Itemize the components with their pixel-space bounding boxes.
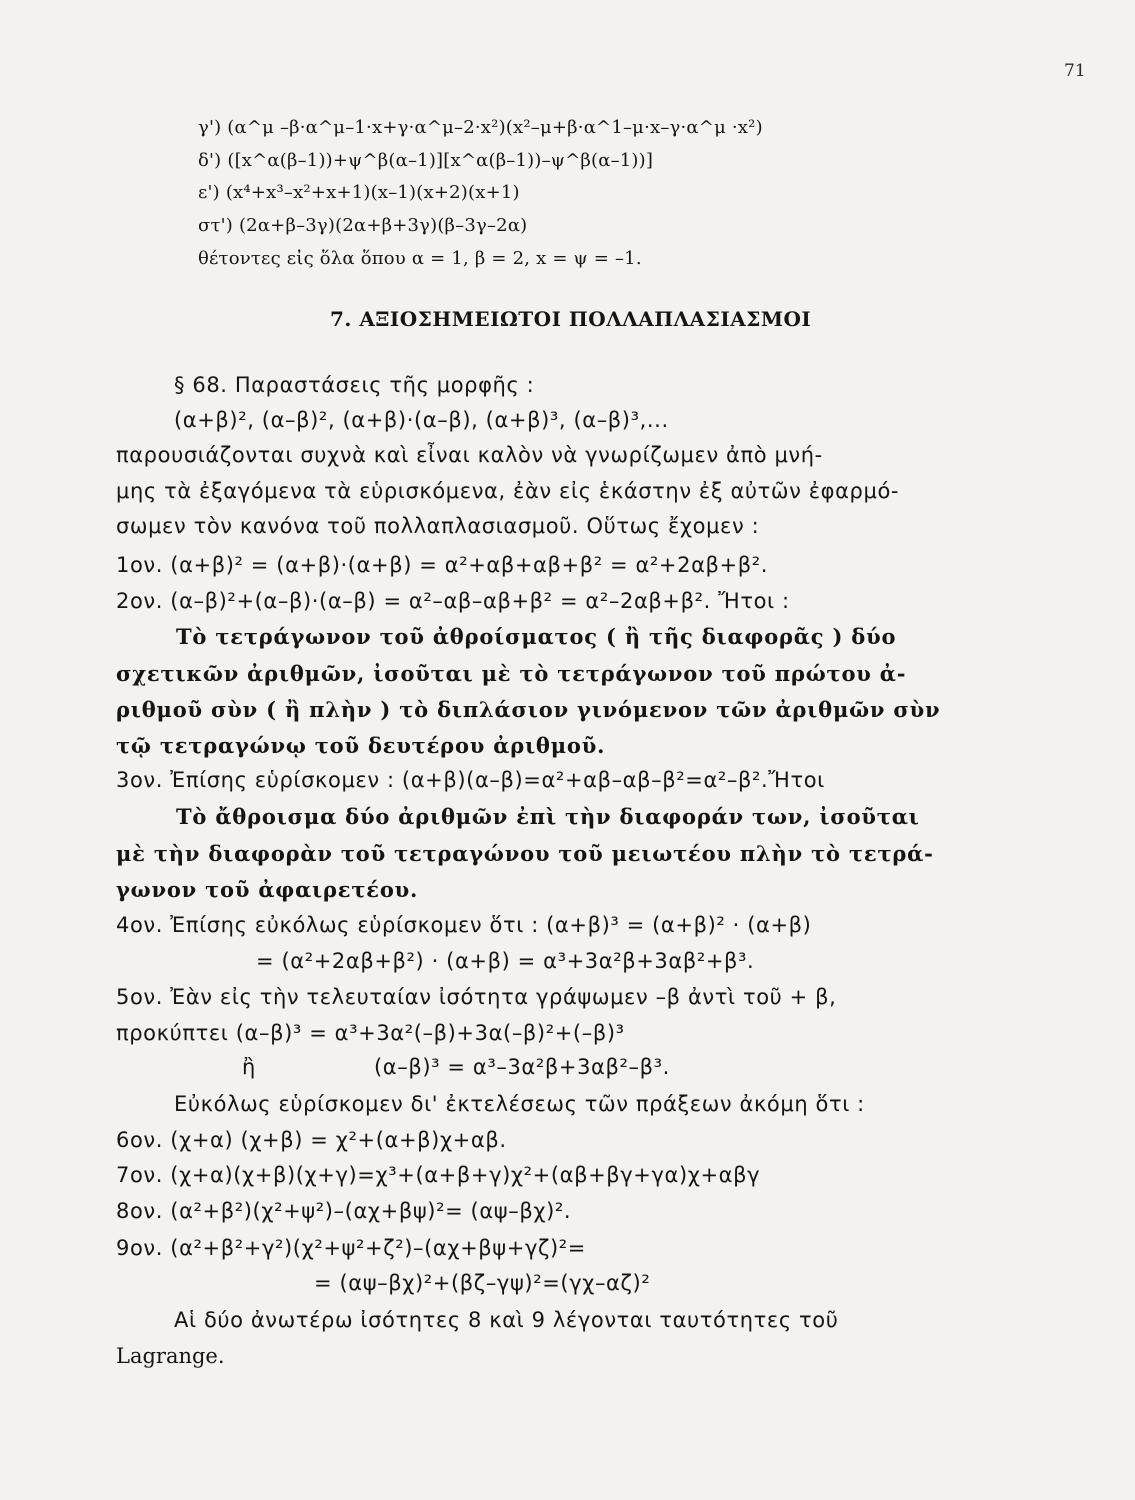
rule-line: ριθμοῦ σὺν ( ἢ πλὴν ) τὸ διπλάσιον γινόμενον τῶν ἀριθμῶν σὺν bbox=[116, 697, 941, 722]
rule-line: Τὸ ἄθροισμα δύο ἀριθμῶν ἐπὶ τὴν διαφοράν των, ἰσοῦται bbox=[176, 804, 920, 829]
identity-5-or: ἢ bbox=[242, 1055, 256, 1079]
identity-4-continued: = (α²+2αβ+β²) · (α+β) = α³+3α²β+3αβ²+β³. bbox=[256, 949, 755, 973]
identity-2: 2ον. (α–β)²+(α–β)·(α–β) = α²–αβ–αβ+β² = α²–2αβ+β². Ἤτοι : bbox=[116, 589, 790, 613]
exercise-expression: ([x^α(β–1))+ψ^β(α–1)][x^α(β–1))–ψ^β(α–1))] bbox=[227, 150, 654, 171]
exercise-label: δ') bbox=[198, 150, 222, 171]
exercise-expression: (x⁴+x³–x²+x+1)(x–1)(x+2)(x+1) bbox=[225, 182, 520, 203]
substitution-note: θέτοντες εἰς ὅλα ὅπου α = 1, β = 2, x = ψ = –1. bbox=[198, 248, 642, 269]
rule-line: Τὸ τετράγωνον τοῦ ἀθροίσματος ( ἢ τῆς διαφορᾶς ) δύο bbox=[176, 624, 897, 649]
identity-5: 5ον. Ἐὰν εἰς τὴν τελευταίαν ἰσότητα γράψωμεν –β ἀντὶ τοῦ + β, bbox=[116, 985, 837, 1009]
lagrange-name: Lagrange. bbox=[116, 1344, 225, 1368]
exercise-label: στ') bbox=[198, 215, 234, 236]
identity-5-alternative: (α–β)³ = α³–3α²β+3αβ²–β³. bbox=[374, 1055, 670, 1079]
exercise-gamma bbox=[198, 117, 763, 138]
exercise-label: ε') bbox=[198, 182, 220, 203]
identity-1: 1ον. (α+β)² = (α+β)·(α+β) = α²+αβ+αβ+β² = α²+2αβ+β². bbox=[116, 553, 769, 577]
identity-5-result: προκύπτει (α–β)³ = α³+3α²(–β)+3α(–β)²+(–β)³ bbox=[116, 1021, 625, 1045]
exercise-delta bbox=[198, 150, 653, 171]
rule-line: μὲ τὴν διαφορὰν τοῦ τετραγώνου τοῦ μειωτέου πλὴν τὸ τετρά- bbox=[116, 841, 934, 866]
exercise-label: γ') bbox=[198, 117, 222, 138]
easy-note: Εὐκόλως εὑρίσκομεν δι' ἐκτελέσεως τῶν πράξεων ἀκόμη ὅτι : bbox=[174, 1092, 865, 1116]
paragraph-line: μης τὰ ἐξαγόμενα τὰ εὑρισκόμενα, ἐὰν εἰς ἑκάστην ἐξ αὐτῶν ἐφαρμό- bbox=[116, 479, 900, 503]
rule-line: σχετικῶν ἀριθμῶν, ἰσοῦται μὲ τὸ τετράγωνον τοῦ πρώτου ἀ- bbox=[116, 661, 907, 686]
identity-8: 8ον. (α²+β²)(χ²+ψ²)–(αχ+βψ)²= (αψ–βχ)². bbox=[116, 1199, 572, 1223]
section-heading: 7. ΑΞΙΟΣΗΜΕΙΩΤΟΙ ΠΟΛΛΑΠΛΑΣΙΑΣΜΟΙ bbox=[330, 307, 812, 331]
identity-6: 6ον. (χ+α) (χ+β) = χ²+(α+β)χ+αβ. bbox=[116, 1128, 507, 1152]
closing-line: Αἱ δύο ἀνωτέρω ἰσότητες 8 καὶ 9 λέγονται ταυτότητες τοῦ bbox=[174, 1308, 839, 1332]
exercise-stigma bbox=[198, 215, 527, 236]
paragraph-line: παρουσιάζονται συχνὰ καὶ εἶναι καλὸν νὰ γνωρίζωμεν ἀπὸ μνή- bbox=[116, 443, 823, 467]
identity-3: 3ον. Ἐπίσης εὑρίσκομεν : (α+β)(α–β)=α²+αβ–αβ–β²=α²–β².Ἤτοι bbox=[116, 768, 825, 792]
identity-4: 4ον. Ἐπίσης εὐκόλως εὑρίσκομεν ὅτι : (α+β)³ = (α+β)² · (α+β) bbox=[116, 913, 812, 937]
paragraph-intro: § 68. Παραστάσεις τῆς μορφῆς : bbox=[174, 373, 535, 397]
rule-line: γωνον τοῦ ἀφαιρετέου. bbox=[116, 877, 419, 902]
identity-7: 7ον. (χ+α)(χ+β)(χ+γ)=χ³+(α+β+γ)χ²+(αβ+βγ+γα)χ+αβγ bbox=[116, 1163, 761, 1187]
paragraph-line: σωμεν τὸν κανόνα τοῦ πολλαπλασιασμοῦ. Οὕτως ἔχομεν : bbox=[116, 514, 760, 538]
exercise-epsilon bbox=[198, 182, 520, 203]
identity-9-continued: = (αψ–βχ)²+(βζ–γψ)²=(γχ–αζ)² bbox=[314, 1271, 651, 1295]
paragraph-forms: (α+β)², (α–β)², (α+β)·(α–β), (α+β)³, (α–β)³,... bbox=[174, 408, 669, 432]
identity-9: 9ον. (α²+β²+γ²)(χ²+ψ²+ζ²)–(αχ+βψ+γζ)²= bbox=[116, 1236, 587, 1260]
exercise-expression: (α^μ –β·α^μ–1·x+γ·α^μ–2·x²)(x²–μ+β·α^1–μ·x–γ·α^μ ·x²) bbox=[227, 117, 763, 138]
page-number: 71 bbox=[1064, 61, 1086, 81]
rule-line: τῷ τετραγώνῳ τοῦ δευτέρου ἀριθμοῦ. bbox=[116, 733, 606, 758]
exercise-expression: (2α+β–3γ)(2α+β+3γ)(β–3γ–2α) bbox=[238, 215, 528, 236]
